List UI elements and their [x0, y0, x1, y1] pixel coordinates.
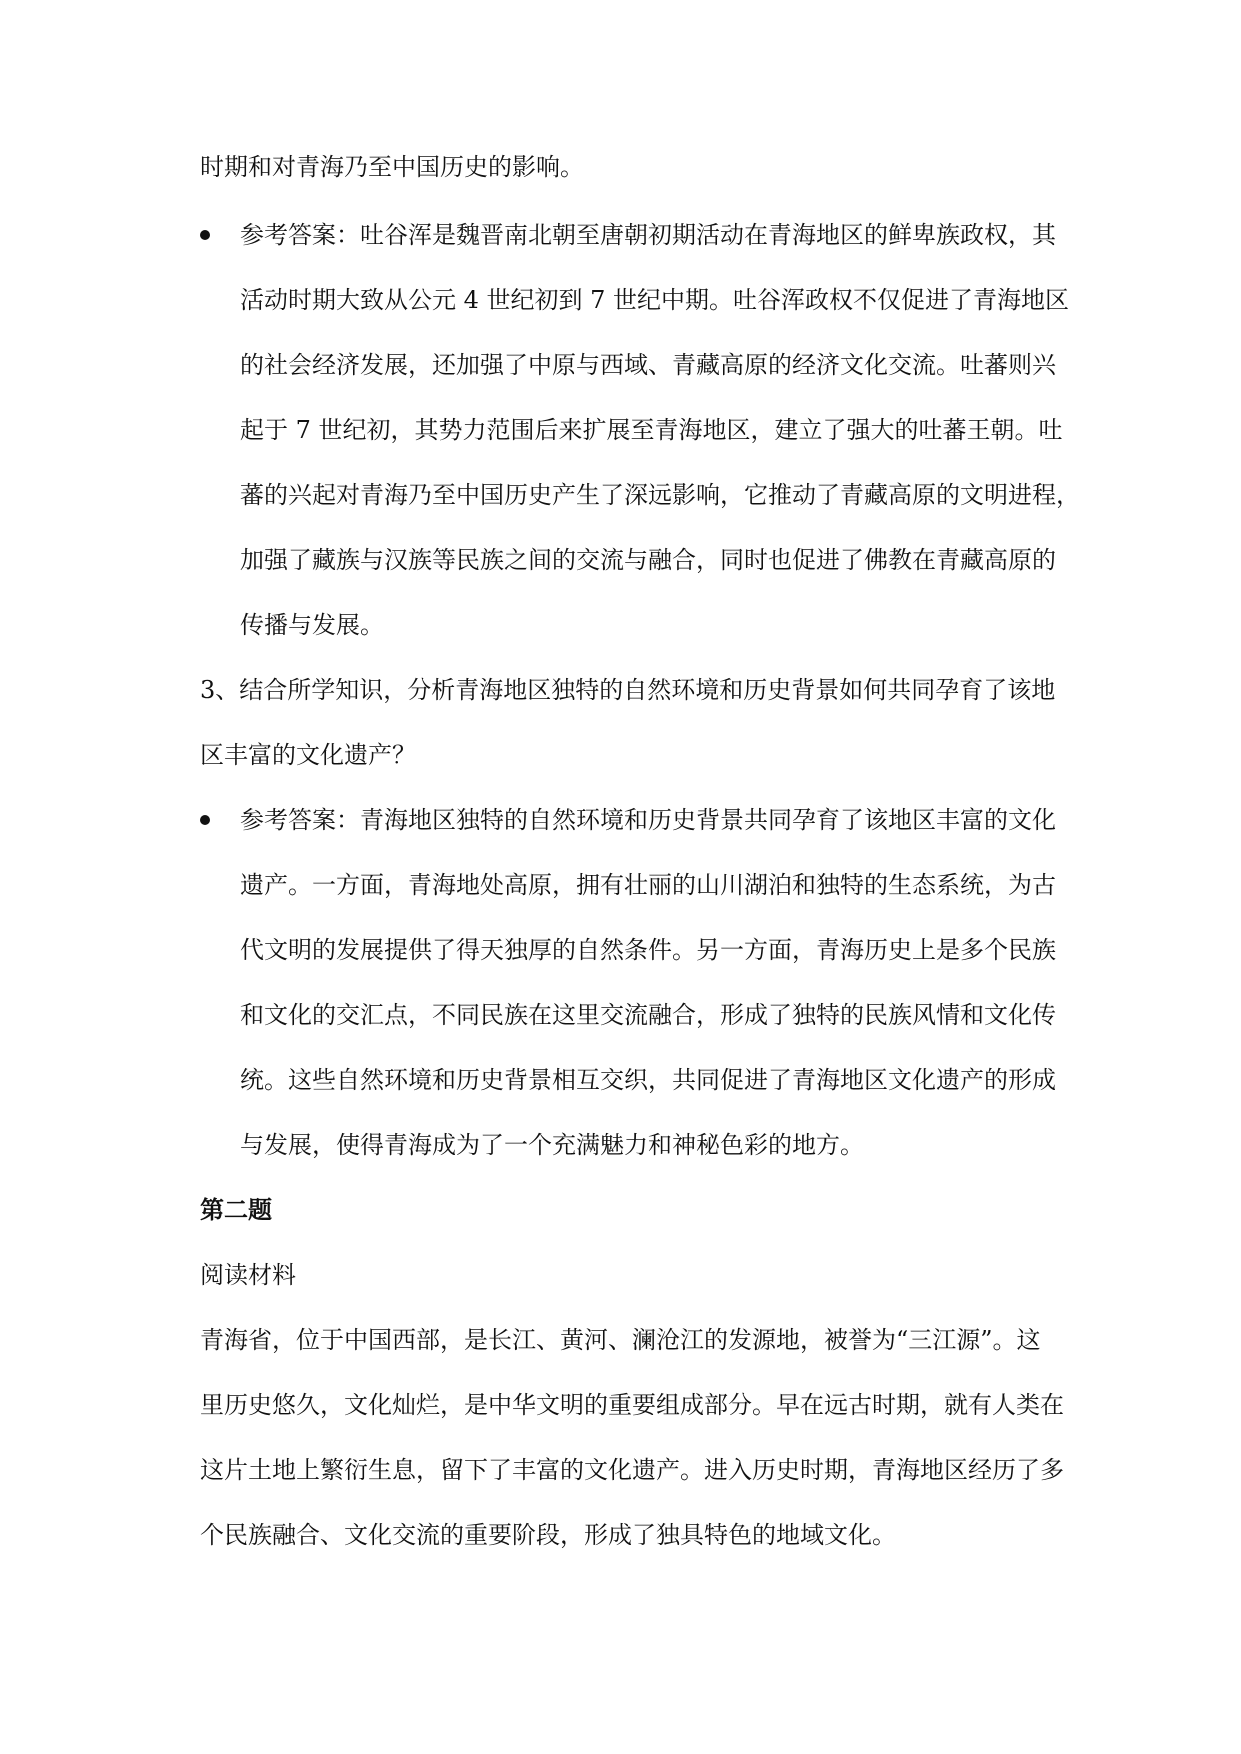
question-3-line-1: 3、结合所学知识，分析青海地区独特的自然环境和历史背景如何共同孕育了该地 [200, 676, 1056, 704]
section-title: 第二题 [200, 1195, 272, 1224]
bullet-icon [200, 815, 210, 825]
answer-2-line-2: 活动时期大致从公元 4 世纪初到 7 世纪中期。吐谷浑政权不仅促进了青海地区 [240, 286, 1070, 314]
answer-3-line-6: 与发展，使得青海成为了一个充满魅力和神秘色彩的地方。 [240, 1131, 864, 1159]
answer-3-line-5: 统。这些自然环境和历史背景相互交织，共同促进了青海地区文化遗产的形成 [240, 1066, 1056, 1094]
question-3-line-2: 区丰富的文化遗产？ [200, 741, 416, 769]
answer-2-line-1: 参考答案：吐谷浑是魏晋南北朝至唐朝初期活动在青海地区的鲜卑族政权，其 [240, 221, 1056, 249]
answer-2-line-4: 起于 7 世纪初，其势力范围后来扩展至青海地区，建立了强大的吐蕃王朝。吐 [240, 416, 1063, 444]
answer-2-line-6: 加强了藏族与汉族等民族之间的交流与融合，同时也促进了佛教在青藏高原的 [240, 546, 1056, 574]
answer-2-line-3: 的社会经济发展，还加强了中原与西域、青藏高原的经济文化交流。吐蕃则兴 [240, 351, 1056, 379]
reading-line-1: 青海省，位于中国西部，是长江、黄河、澜沧江的发源地，被誉为“三江源”。这 [200, 1326, 1041, 1354]
bullet-icon [200, 230, 210, 240]
reading-label: 阅读材料 [200, 1261, 296, 1289]
answer-3-line-2: 遗产。一方面，青海地处高原，拥有壮丽的山川湖泊和独特的生态系统，为古 [240, 871, 1056, 899]
answer-3-line-4: 和文化的交汇点，不同民族在这里交流融合，形成了独特的民族风情和文化传 [240, 1001, 1056, 1029]
answer-3-line-3: 代文明的发展提供了得天独厚的自然条件。另一方面，青海历史上是多个民族 [240, 936, 1056, 964]
reading-line-3: 这片土地上繁衍生息，留下了丰富的文化遗产。进入历史时期，青海地区经历了多 [200, 1456, 1064, 1484]
paragraph-continuation: 时期和对青海乃至中国历史的影响。 [200, 153, 584, 181]
answer-2-line-5: 蕃的兴起对青海乃至中国历史产生了深远影响，它推动了青藏高原的文明进程， [240, 481, 1080, 509]
answer-3-line-1: 参考答案：青海地区独特的自然环境和历史背景共同孕育了该地区丰富的文化 [240, 806, 1056, 834]
answer-2-line-7: 传播与发展。 [240, 611, 384, 639]
reading-line-2: 里历史悠久，文化灿烂，是中华文明的重要组成部分。早在远古时期，就有人类在 [200, 1391, 1064, 1419]
reading-line-4: 个民族融合、文化交流的重要阶段，形成了独具特色的地域文化。 [200, 1521, 896, 1549]
